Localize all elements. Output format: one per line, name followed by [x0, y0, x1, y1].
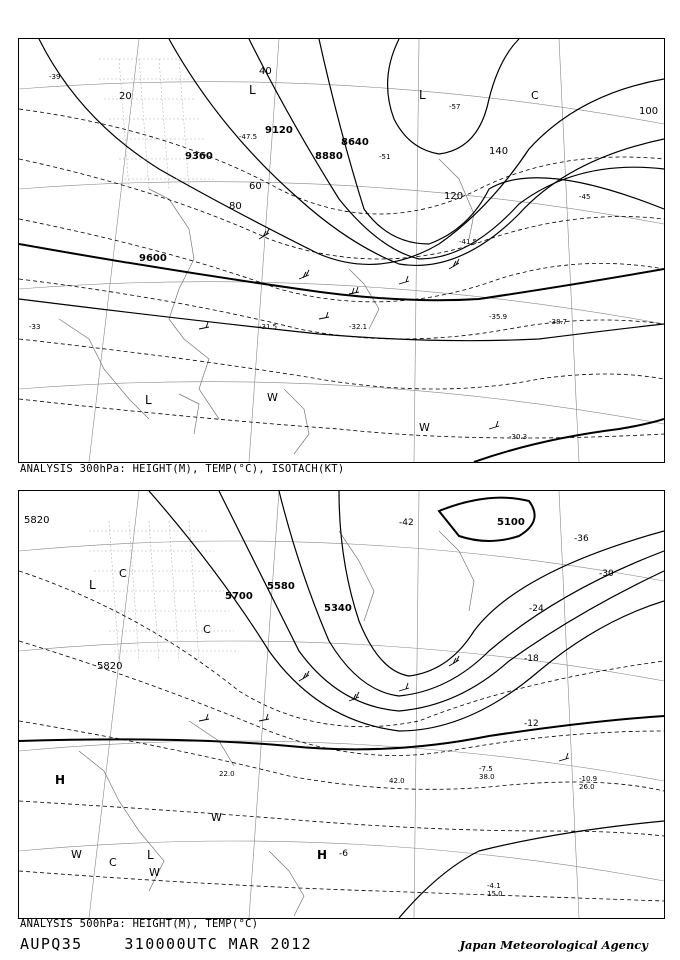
temperature-label-group — [339, 518, 614, 890]
chart-identifier — [20, 935, 312, 953]
temperature-label: -6 — [339, 849, 348, 859]
temperature-label: -36 — [574, 534, 589, 544]
temperature-label: -18 — [524, 654, 539, 664]
height-label: 5340 — [324, 603, 352, 614]
isotach-label: 20 — [119, 91, 132, 102]
panel-caption-500hpa: ANALYSIS 500hPa: HEIGHT(M), TEMP(°C) — [20, 918, 259, 930]
graticule — [19, 39, 664, 462]
panel-caption-300hpa: ANALYSIS 300hPa: HEIGHT(M), TEMP(°C), ISOTACH(KT) — [20, 463, 345, 475]
height-label: 5580 — [267, 581, 295, 592]
height-label: 5700 — [225, 591, 253, 602]
temperature-label: -12 — [524, 719, 539, 729]
height-label-group — [24, 515, 525, 672]
temperature-label: -33 — [29, 323, 41, 331]
observation-label: 38.0 — [479, 773, 495, 781]
height-label-group — [139, 125, 369, 264]
warm-marker: W — [211, 811, 222, 824]
temperature-label: -35.9 — [489, 313, 508, 321]
temperature-label: -57 — [449, 103, 461, 111]
temperature-label: -42 — [399, 518, 414, 528]
isotach-label: 100 — [639, 106, 659, 117]
observation-label: 22.0 — [219, 770, 235, 778]
high-center: H — [317, 848, 328, 862]
valid-time: 310000UTC MAR 2012 — [124, 935, 313, 953]
map-panel-300hpa — [18, 38, 665, 463]
low-center: L — [147, 848, 154, 862]
height-label: 9120 — [265, 125, 293, 136]
height-label: 9600 — [139, 253, 167, 264]
temperature-label: -38.7 — [549, 318, 568, 326]
observation-label: 15.0 — [487, 890, 503, 898]
temperature-label: -41.5 — [459, 238, 478, 246]
agency-name: Japan Meteorological Agency — [459, 938, 648, 952]
map-300hpa-svg — [19, 39, 664, 462]
height-label: 9360 — [185, 151, 213, 162]
warm-marker: W — [419, 421, 430, 434]
chart-code: AUPQ35 — [20, 935, 83, 953]
height-label: 5820 — [24, 515, 50, 526]
isotach-label: 60 — [249, 181, 262, 192]
warm-marker: W — [149, 866, 160, 879]
low-center: L — [419, 88, 426, 102]
temperature-label: -31.5 — [259, 323, 278, 331]
hatch-area — [99, 59, 214, 189]
height-label: 8640 — [341, 137, 369, 148]
temperature-label: -10.9 — [579, 775, 598, 783]
cold-marker: C — [203, 623, 211, 636]
low-center: L — [89, 578, 96, 592]
temperature-label: -47.5 — [239, 133, 258, 141]
temperature-label: -7.5 — [479, 765, 493, 773]
cold-marker: C — [531, 89, 539, 102]
temperature-label: -45 — [579, 193, 591, 201]
height-label: 5100 — [497, 517, 525, 528]
map-panel-500hpa — [18, 490, 665, 919]
isotach-label: 40 — [259, 66, 272, 77]
low-center: L — [145, 393, 152, 407]
temperature-label: -30.3 — [509, 433, 528, 441]
high-center: H — [55, 773, 66, 787]
cold-marker: C — [119, 567, 127, 580]
map-500hpa-svg — [19, 491, 664, 918]
coastlines — [59, 159, 474, 454]
low-center: L — [249, 83, 256, 97]
height-label: 8880 — [315, 151, 343, 162]
temperature-label: -24 — [529, 604, 544, 614]
center-marker-group — [55, 567, 327, 879]
temperature-label: -39 — [49, 73, 61, 81]
height-label: 5820 — [97, 661, 123, 672]
temperature-label: -30 — [599, 569, 614, 579]
warm-marker: W — [267, 391, 278, 404]
temperature-label: -4.1 — [487, 882, 501, 890]
isotach-label: 80 — [229, 201, 242, 212]
warm-marker: W — [71, 848, 82, 861]
observation-label: 26.0 — [579, 783, 595, 791]
temperature-label: -32.1 — [349, 323, 368, 331]
height-contours — [19, 39, 664, 462]
cold-marker: C — [109, 856, 117, 869]
temperature-label: -51 — [379, 153, 391, 161]
isotach-label: 140 — [489, 146, 509, 157]
isotach-label: 120 — [444, 191, 464, 202]
observation-label: 42.0 — [389, 777, 405, 785]
